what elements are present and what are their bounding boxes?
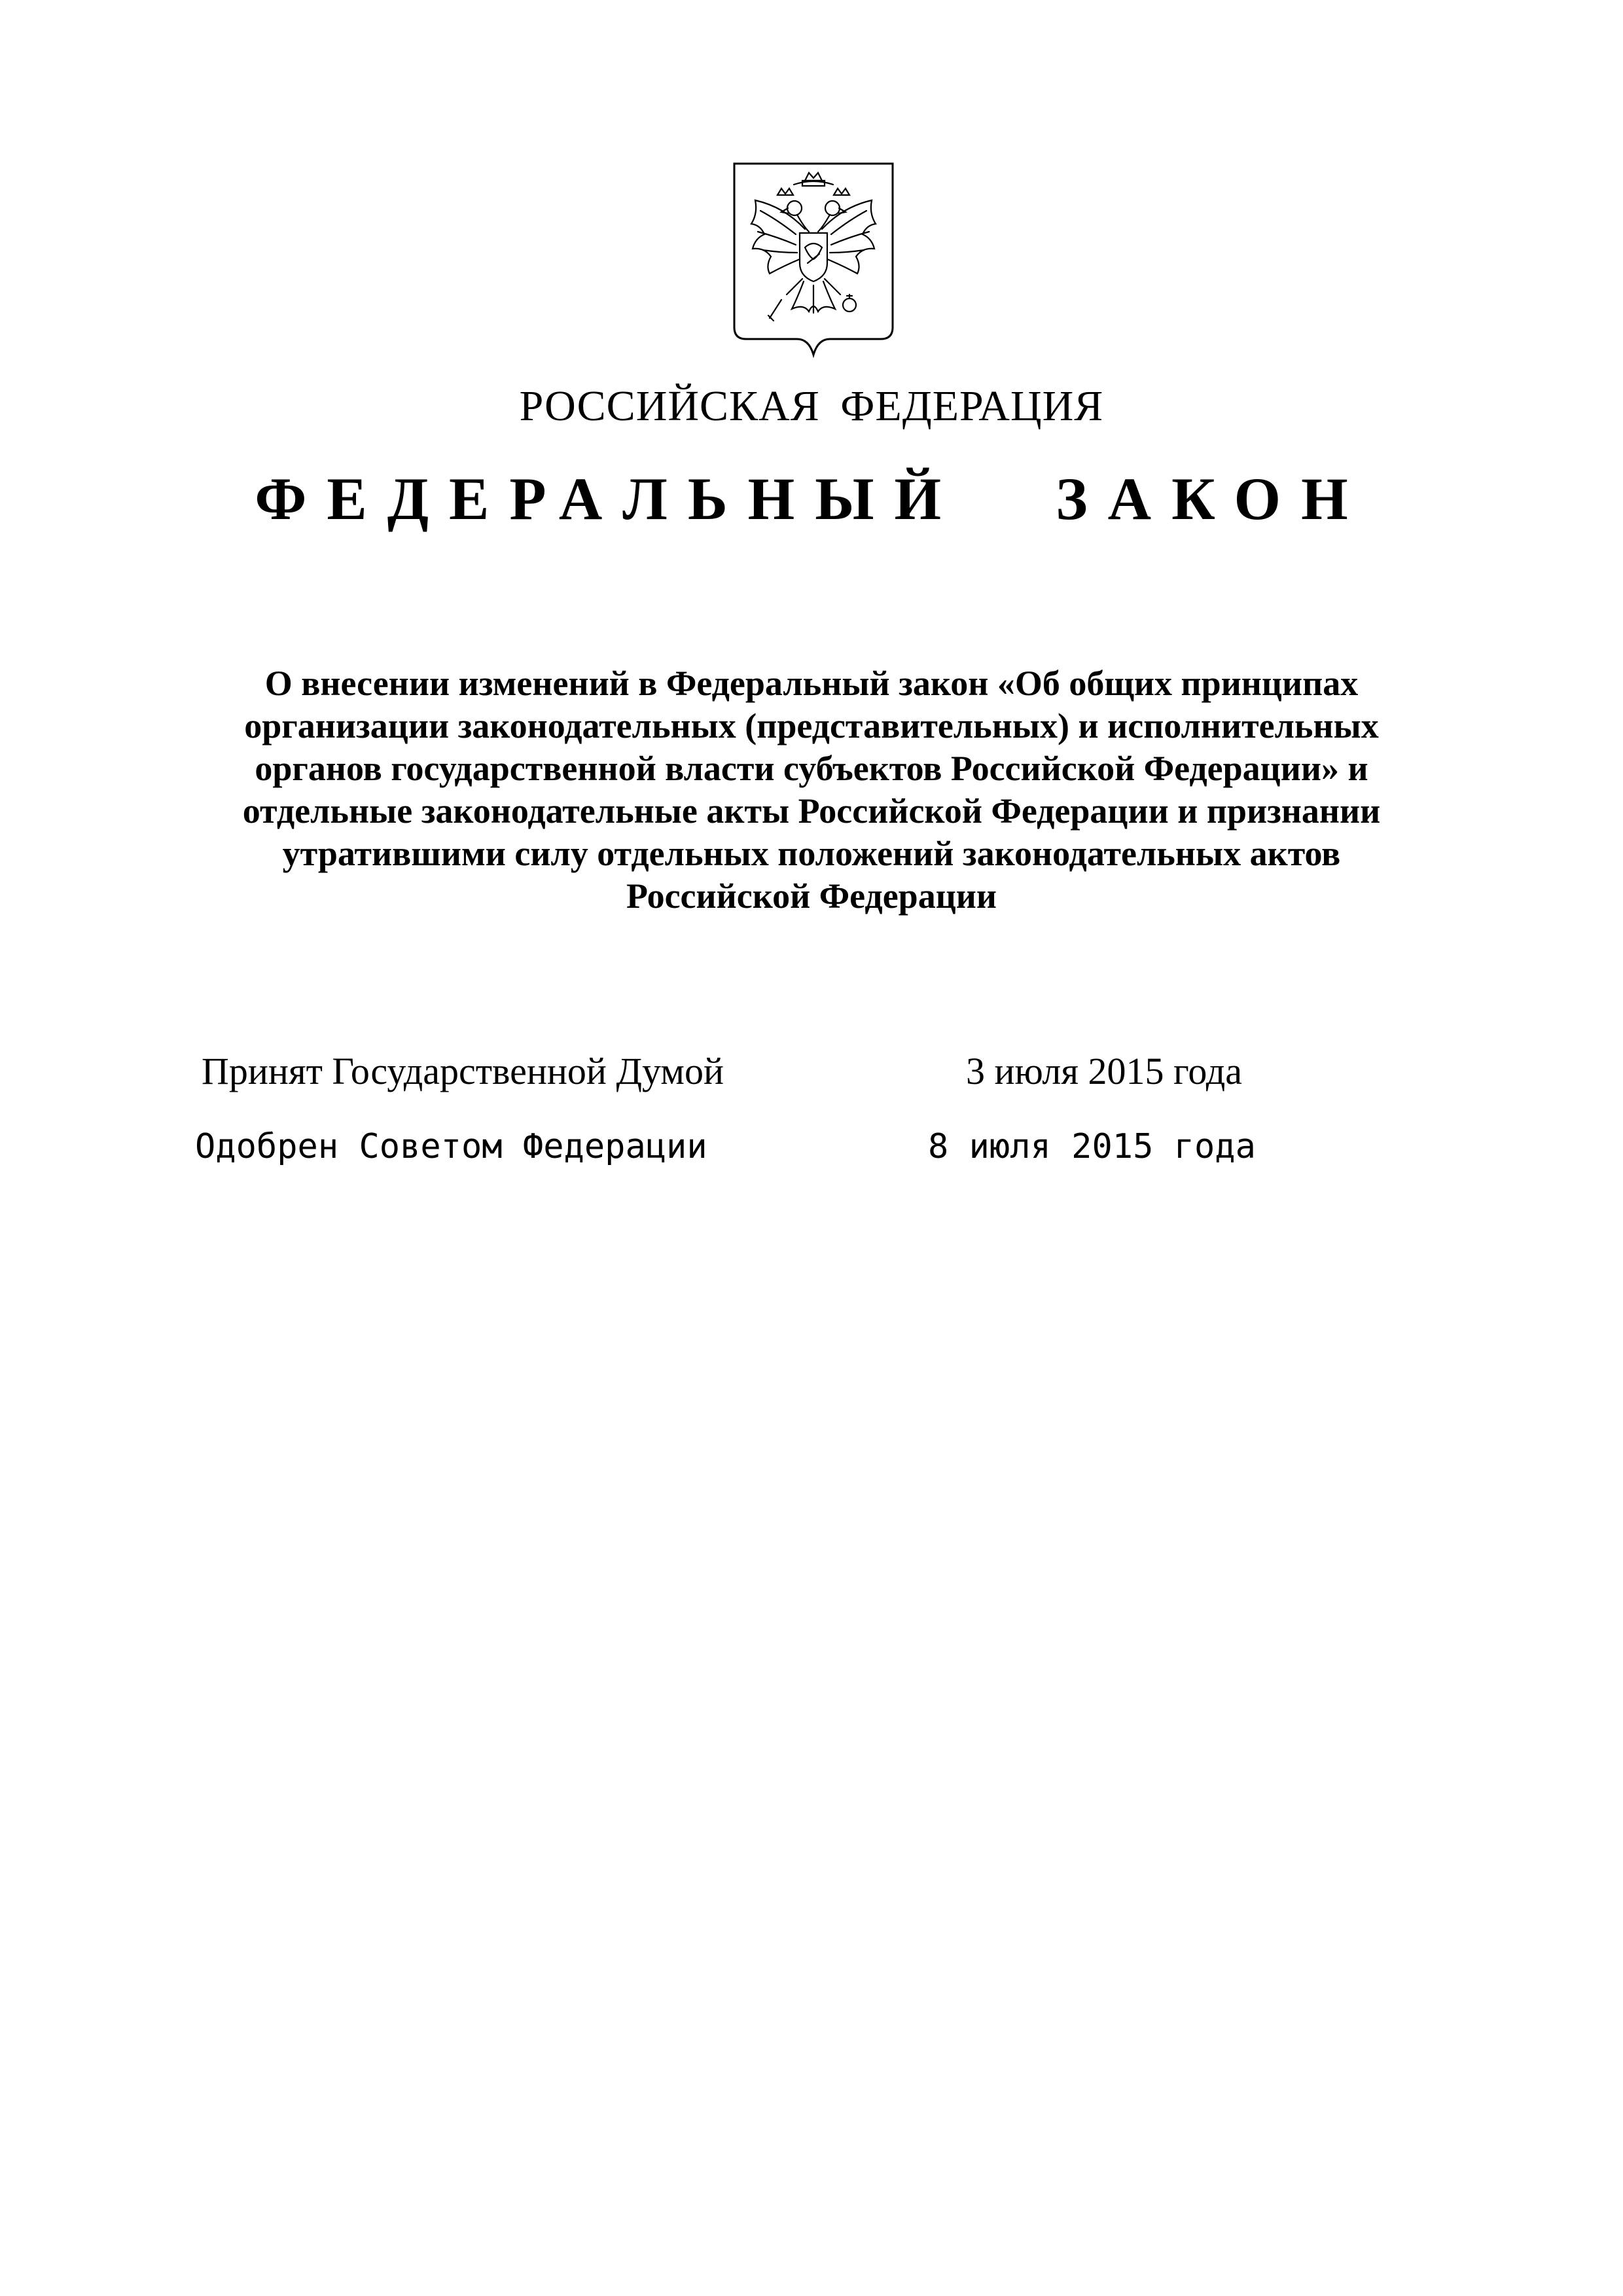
- council-approval-label: Одобрен Советом Федерации: [195, 1127, 707, 1166]
- russian-coat-of-arms-icon: [732, 161, 895, 359]
- document-type: ФЕДЕРАЛЬНЫЙ ЗАКОН: [255, 465, 1368, 532]
- duma-adoption-label: Принят Государственной Думой: [202, 1050, 724, 1092]
- duma-adoption-date: 3 июля 2015 года: [966, 1050, 1242, 1092]
- country-name: РОССИЙСКАЯ ФЕДЕРАЦИЯ: [519, 382, 1104, 430]
- council-approval-date: 8 июля 2015 года: [928, 1127, 1256, 1166]
- law-title: О внесении изменений в Федеральный закон «Об общих принципах организации законодательных (представительных) и исполнительных органов государственной власти субъектов Российской Федерации» и отдельные законодательные акты Российской Федерации и признании утратившими силу отдельных положений законодательных актов Российской Федерации: [242, 664, 1381, 916]
